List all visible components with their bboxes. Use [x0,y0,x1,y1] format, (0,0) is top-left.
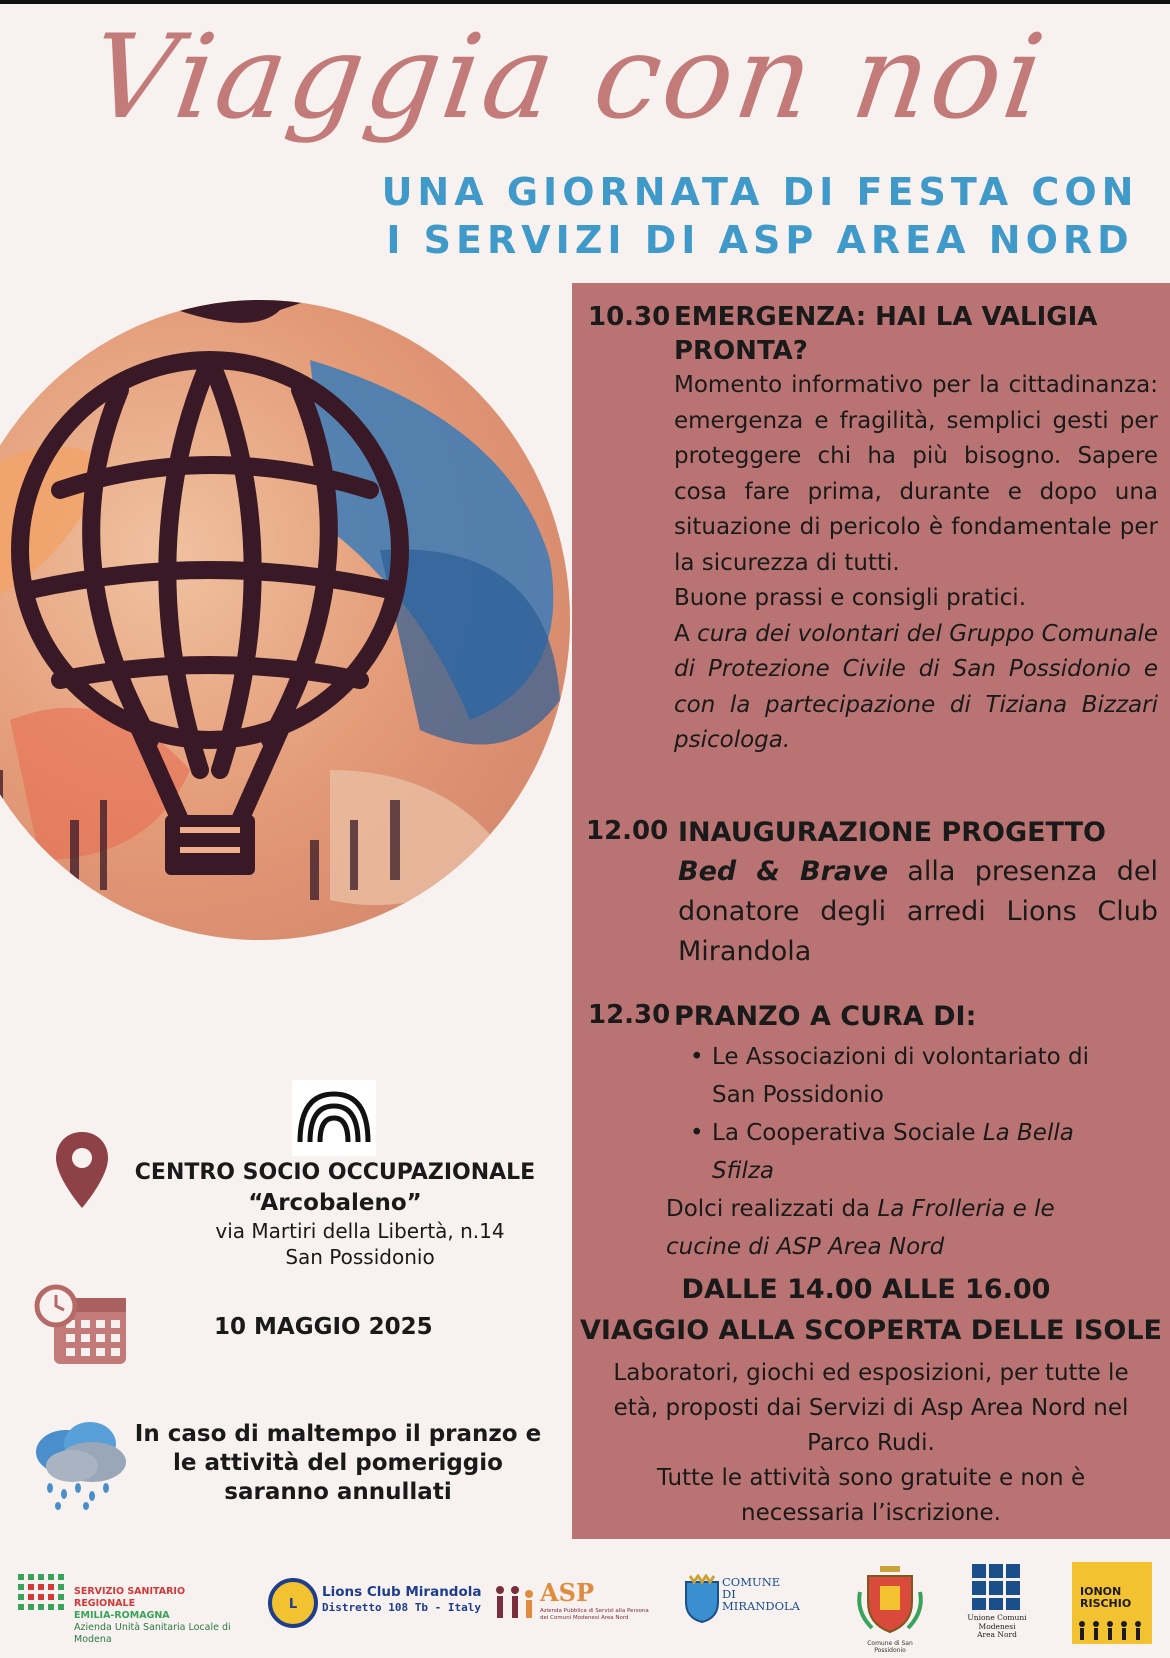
weather-line-1: In caso di maltempo il pranzo e [134,1421,542,1447]
afternoon-section [576,1270,1166,1531]
list-item [684,1114,1124,1190]
heading-line-2: PRONTA? [674,336,808,366]
heading-inaugurazione [678,814,1158,852]
afternoon-time: DALLE 14.00 ALLE 16.00 [681,1274,1051,1305]
weather-notice [132,1420,544,1507]
venue-subname: “Arcobaleno” [248,1190,422,1216]
ssr-line-1: SERVIZIO SANITARIO REGIONALE [74,1586,186,1609]
iononrischio-text [1080,1586,1131,1610]
emergenza-tips: Buone prassi e consigli pratici. [674,585,1027,611]
subtitle [380,168,1140,264]
time-1030: 10.30 [588,302,671,332]
rainbow-icon [292,1080,376,1156]
iononrischio-line-1: IONON [1080,1585,1122,1598]
afternoon-heading: VIAGGIO ALLA SCOPERTA DELLE ISOLE [579,1315,1162,1346]
program-item-1230 [588,1000,1158,1266]
event-date: 10 MAGGIO 2025 [214,1314,433,1340]
program-item-1200 [586,814,1158,972]
unione-line-3: Area Nord [977,1630,1017,1639]
program-item-1030 [588,300,1158,759]
emergenza-description: Momento informativo per la cittadinanza: emergenza e fragilità, semplici gesti per proteggere chi ha più bisogno. Sapere cosa fare prima, durante e dopo una situazione di pericolo è fondamentale per la sicurezza di tutti. [674,372,1158,576]
ssr-logo [16,1570,246,1645]
heading-pranzo: PRANZO A CURA DI: [674,1001,977,1032]
iononrischio-line-2: RISCHIO [1080,1597,1132,1610]
asp-logo [492,1578,649,1632]
mirandola-line-2: DI [722,1587,736,1601]
weather-line-3: saranno annullati [224,1479,452,1505]
afternoon-text-1: Laboratori, giochi ed esposizioni, per tutte le età, proposti dai Servizi di Asp Area Nord nel Parco Rudi. [613,1360,1129,1456]
bullet2-text: La Cooperativa Sociale [712,1120,983,1146]
credit-rest: cura dei volontari del Gruppo Comunale di Protezione Civile di San Possidonio e con la partecipazione di Tiziana Bizzari psicologa. [674,620,1158,753]
svg-text:L: L [288,1597,298,1612]
inaugurazione-text: alla presenza del donatore degli arredi Lions Club Mirandola [678,856,1159,967]
subtitle-line-1: UNA GIORNATA DI FESTA CON [381,170,1139,214]
credit-a: A [674,620,690,647]
lions-line-1: Lions Club Mirandola [322,1584,482,1600]
ssr-text [74,1586,246,1646]
possidonio-crest-icon [854,1562,926,1636]
lions-emblem-icon [268,1578,318,1628]
top-border [0,0,1170,4]
heading-inaugurazione-text: INAUGURAZIONE PROGETTO [678,817,1106,848]
balloon-artwork [0,300,570,940]
weather-line-2: le attività del pomeriggio [173,1450,503,1476]
bed-brave-label: Bed & Brave [678,856,889,887]
mirandola-line-3: MIRANDOLA [722,1599,800,1613]
ssr-dots-icon [16,1570,66,1622]
people-figures-icon [1072,1618,1152,1642]
unione-text [958,1614,1036,1640]
mirandola-line-1: COMUNE [722,1575,781,1589]
venue-address-block [190,1218,530,1270]
unione-logo [962,1562,1032,1652]
emergenza-credits [674,617,1158,759]
venue-name: CENTRO SOCIO OCCUPAZIONALE [134,1160,536,1185]
subtitle-line-2: I SERVIZI DI ASP AREA NORD [386,218,1134,262]
venue-city: San Possidonio [285,1245,435,1269]
sponsor-logos [0,1556,1170,1658]
unione-crests-icon [970,1562,1022,1612]
rain-cloud-icon [28,1414,132,1510]
inaugurazione-description [678,852,1158,972]
asp-name: ASP [540,1578,594,1607]
sweets-plain: Dolci realizzati da [666,1196,878,1222]
mirandola-crest-icon [682,1574,722,1624]
time-1200: 12.00 [586,816,669,846]
pranzo-list [684,1038,1124,1190]
unione-line-1: Unione Comuni [967,1613,1027,1622]
heading-line-1: EMERGENZA: HAI LA VALIGIA [674,302,1098,332]
sweets-italic: La Frolleria e le cucine di ASP Area Nord [666,1196,1055,1260]
lions-logo [268,1578,482,1628]
time-1230: 12.30 [588,1000,671,1030]
unione-line-2: Modenesi [978,1621,1016,1631]
calendar-clock-icon [34,1284,130,1368]
mirandola-logo [682,1570,812,1630]
venue-block [120,1158,550,1218]
list-item: • Le Associazioni di volontariato di San Possidonio [684,1038,1124,1114]
lions-line-2: Distretto 108 Tb - Italy [322,1601,481,1614]
heading-emergenza [674,300,1158,368]
sweets-note [666,1190,1106,1266]
asp-line-2: dei Comuni Modenesi Area Nord [540,1615,629,1621]
location-pin-icon [54,1130,110,1210]
arcobaleno-logo [292,1080,376,1156]
ssr-line-3: Azienda Unità Sanitaria Locale di Modena [74,1622,231,1645]
page-title: Viaggia con noi [82,10,1055,145]
bullet2-italic: La Bella Sfilza [712,1120,1074,1184]
iononrischio-logo [1072,1562,1152,1644]
possidonio-text: Comune di San Possidonio [867,1640,913,1654]
balloon-illustration [0,300,570,940]
afternoon-text-2: Tutte le attività sono gratuite e non è necessaria l’iscrizione. [656,1465,1086,1526]
asp-text [540,1608,649,1622]
asp-line-1: Azienda Pubblica di Servizi alla Persona [540,1608,649,1614]
ssr-line-2: EMILIA-ROMAGNA [74,1610,170,1621]
possidonio-logo [854,1562,926,1652]
venue-address: via Martiri della Libertà, n.14 [215,1219,505,1243]
mirandola-text [722,1576,800,1612]
lions-text [322,1584,481,1616]
asp-figures-icon [492,1582,538,1622]
